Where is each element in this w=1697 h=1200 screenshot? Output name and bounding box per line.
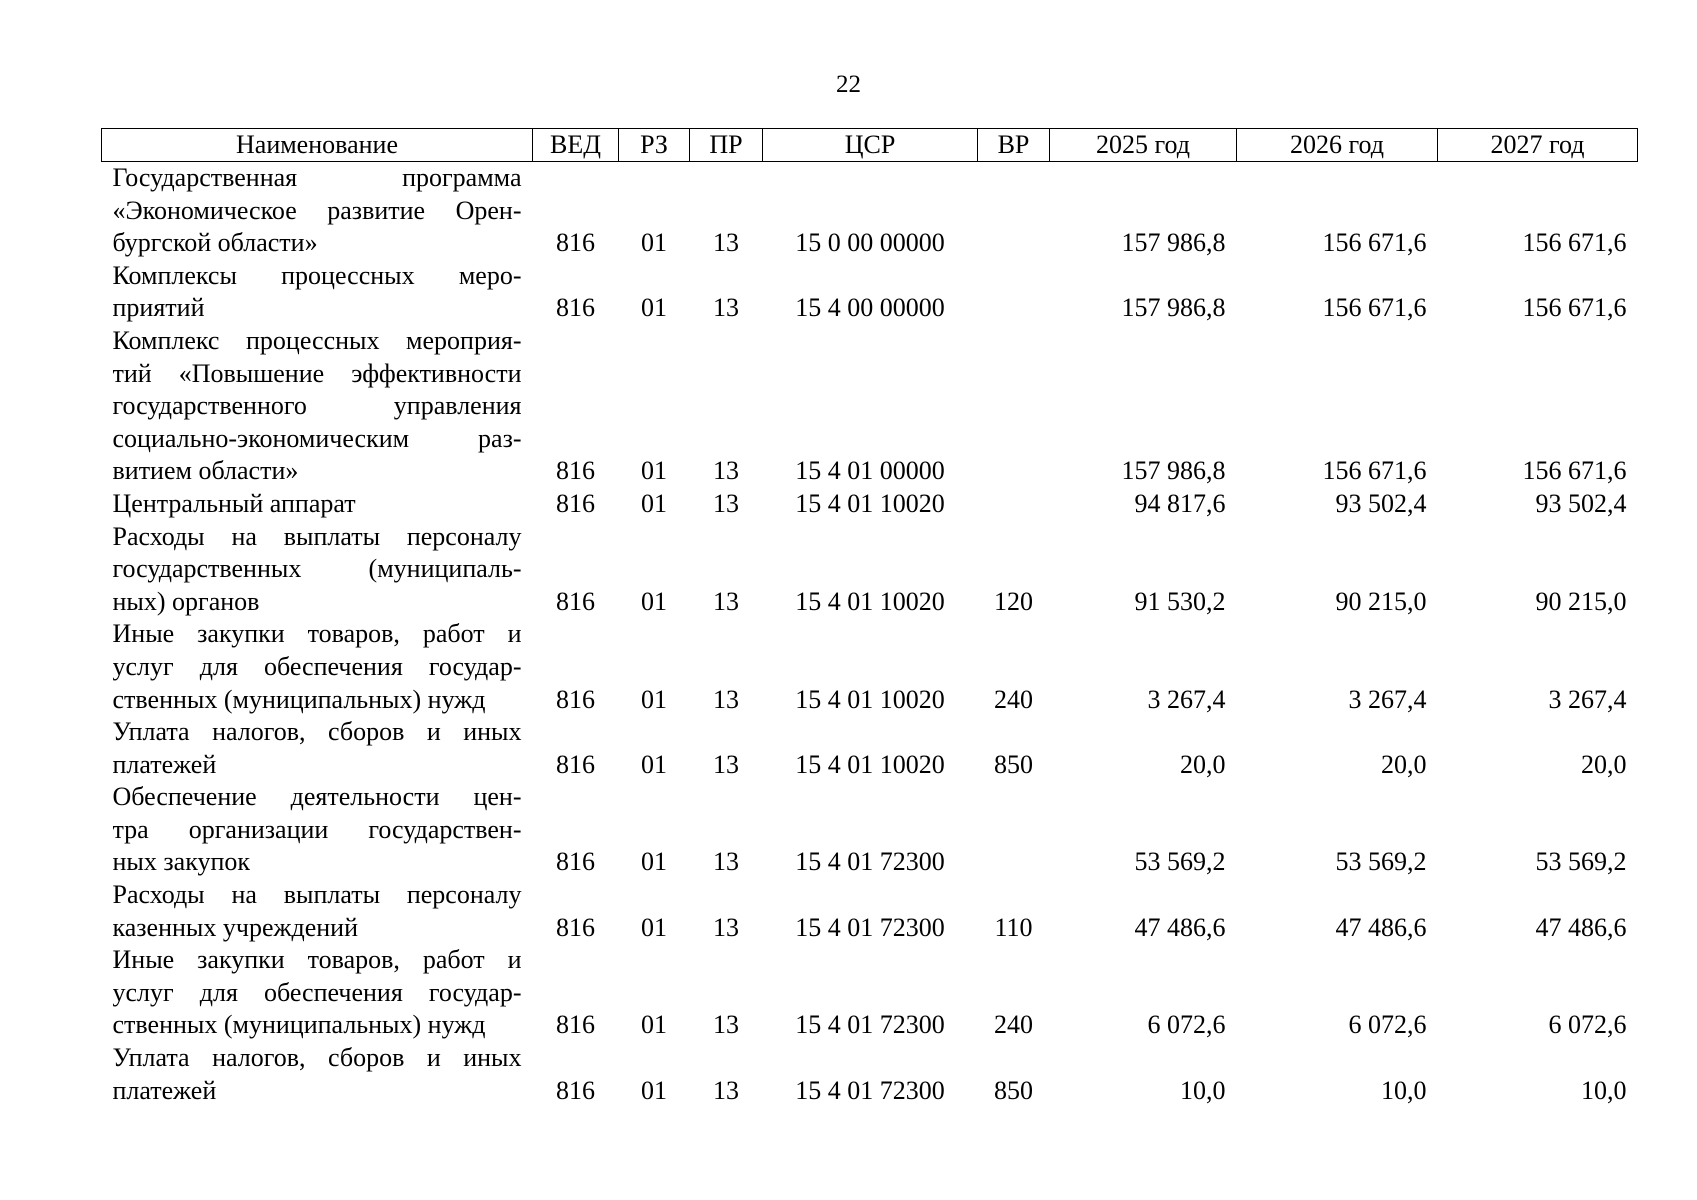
row-ved: 816 [556,749,595,779]
row-ved: 816 [556,684,595,714]
row-name-cell [102,944,533,1042]
header-2025: 2025 год [1050,129,1237,162]
row-rz: 01 [641,847,667,877]
row-value-2025: 6 072,6 [1147,1010,1226,1040]
table-header-row [102,129,1638,162]
row-value-2027: 47 486,6 [1535,912,1627,942]
row-name-line: платежей [112,1075,217,1105]
row-vr: 850 [994,749,1033,779]
row-vr [978,325,1050,488]
row-value-2027: 6 072,6 [1548,1010,1627,1040]
table-row [102,260,1638,325]
header-name: Наименование [102,129,533,162]
row-name-line: «Экономическое развитие Орен- [112,195,522,225]
row-pr: 13 [713,749,739,779]
row-pr: 13 [713,293,739,323]
row-csr: 15 4 01 72300 [795,1075,945,1105]
row-name-line: Расходы на выплаты персоналу [112,521,522,551]
row-value-2026: 93 502,4 [1335,488,1427,518]
table-row [102,162,1638,260]
row-name-line: услуг для обеспечения государ- [112,651,522,681]
row-name-line: социально-экономическим раз- [112,423,522,453]
row-value-2026: 10,0 [1381,1075,1427,1105]
row-csr: 15 4 01 72300 [795,1010,945,1040]
row-vr: 240 [994,684,1033,714]
row-value-2025: 3 267,4 [1147,684,1226,714]
header-csr: ЦСР [763,129,978,162]
table-row [102,521,1638,619]
row-value-2027: 156 671,6 [1522,228,1627,258]
header-pr: ПР [690,129,763,162]
header-2027: 2027 год [1438,129,1638,162]
row-value-2027: 93 502,4 [1535,488,1627,518]
row-csr: 15 4 01 72300 [795,912,945,942]
row-name-line: бургской области» [112,228,318,258]
row-vr: 240 [994,1010,1033,1040]
row-value-2026: 156 671,6 [1322,293,1427,323]
table-body [102,162,1638,1108]
row-rz: 01 [641,912,667,942]
header-ved: ВЕД [533,129,619,162]
row-vr: 110 [994,912,1033,942]
row-value-2026: 20,0 [1381,749,1427,779]
row-value-2025: 10,0 [1180,1075,1226,1105]
row-rz: 01 [641,228,667,258]
row-csr: 15 4 01 10020 [795,684,945,714]
row-value-2026: 6 072,6 [1348,1010,1427,1040]
row-value-2027: 10,0 [1581,1075,1627,1105]
row-value-2027: 156 671,6 [1522,293,1627,323]
row-value-2025: 157 986,8 [1121,293,1226,323]
row-name-line: витием области» [112,456,299,486]
row-pr: 13 [713,1010,739,1040]
row-csr: 15 4 01 10020 [795,488,945,518]
row-name-cell [102,879,533,944]
table-row [102,781,1638,879]
row-value-2025: 157 986,8 [1121,228,1226,258]
row-pr: 13 [713,912,739,942]
row-name-line: Обеспечение деятельности цен- [112,782,522,812]
table-row [102,716,1638,781]
row-name-line: Комплекс процессных мероприя- [112,325,522,355]
row-ved: 816 [556,1075,595,1105]
row-name-line: тий «Повышение эффективности [112,358,522,388]
row-name-line: тра организации государствен- [112,814,522,844]
row-ved: 816 [556,293,595,323]
row-vr [978,260,1050,325]
row-name-cell [102,521,533,619]
row-name-line: ственных (муниципальных) нужд [112,1010,486,1040]
row-value-2025: 47 486,6 [1134,912,1226,942]
table-row [102,879,1638,944]
row-value-2026: 90 215,0 [1335,586,1427,616]
row-value-2025: 157 986,8 [1121,456,1226,486]
row-rz: 01 [641,488,667,518]
row-name-cell [102,618,533,716]
row-vr: 850 [994,1075,1033,1105]
row-pr: 13 [713,228,739,258]
row-name-cell [102,325,533,488]
row-rz: 01 [641,1010,667,1040]
row-csr: 15 4 01 72300 [795,847,945,877]
header-2026: 2026 год [1237,129,1438,162]
row-name-cell [102,1042,533,1107]
row-rz: 01 [641,456,667,486]
row-name-line: услуг для обеспечения государ- [112,977,522,1007]
row-pr: 13 [713,456,739,486]
row-value-2027: 156 671,6 [1522,456,1627,486]
row-pr: 13 [713,1075,739,1105]
row-ved: 816 [556,1010,595,1040]
row-value-2025: 94 817,6 [1134,488,1226,518]
row-ved: 816 [556,228,595,258]
row-csr: 15 4 01 10020 [795,749,945,779]
row-name-line: ственных (муниципальных) нужд [112,684,486,714]
row-name-line: приятий [112,293,205,323]
row-value-2027: 53 569,2 [1535,847,1627,877]
row-csr: 15 4 00 00000 [795,293,945,323]
row-csr: 15 0 00 00000 [795,228,945,258]
row-name-line: Центральный аппарат [112,488,356,518]
row-rz: 01 [641,293,667,323]
row-ved: 816 [556,586,595,616]
row-name-line: Уплата налогов, сборов и иных [112,717,522,747]
row-csr: 15 4 01 00000 [795,456,945,486]
row-vr [978,488,1050,521]
row-pr: 13 [713,586,739,616]
row-value-2026: 47 486,6 [1335,912,1427,942]
row-value-2025: 20,0 [1180,749,1226,779]
row-pr: 13 [713,684,739,714]
header-vr: ВР [978,129,1050,162]
row-value-2027: 20,0 [1581,749,1627,779]
row-name-line: платежей [112,749,217,779]
row-value-2025: 91 530,2 [1134,586,1226,616]
row-ved: 816 [556,847,595,877]
budget-table [101,128,1638,1107]
row-rz: 01 [641,586,667,616]
row-name-line: Государственная программа [112,163,522,192]
row-name-line: Иные закупки товаров, работ и [112,619,522,649]
row-name-line: государственного управления [112,391,522,421]
row-name-cell [102,260,533,325]
row-value-2027: 3 267,4 [1548,684,1627,714]
row-name-line: ных закупок [112,847,251,877]
row-name-line: Комплексы процессных меро- [112,260,522,290]
row-csr: 15 4 01 10020 [795,586,945,616]
row-name-line: Иные закупки товаров, работ и [112,945,522,975]
row-value-2025: 53 569,2 [1134,847,1226,877]
row-value-2026: 53 569,2 [1335,847,1427,877]
table-row [102,1042,1638,1107]
row-rz: 01 [641,749,667,779]
row-name-line: Расходы на выплаты персоналу [112,880,522,910]
row-vr [978,162,1050,260]
row-rz: 01 [641,684,667,714]
row-name-cell [102,488,533,521]
row-name-cell [102,716,533,781]
row-value-2026: 156 671,6 [1322,228,1427,258]
table-row [102,325,1638,488]
row-name-line: ных) органов [112,586,260,616]
row-vr: 120 [994,586,1033,616]
row-value-2026: 156 671,6 [1322,456,1427,486]
row-ved: 816 [556,488,595,518]
table-row [102,944,1638,1042]
row-value-2027: 90 215,0 [1535,586,1627,616]
row-rz: 01 [641,1075,667,1105]
row-name-line: государственных (муниципаль- [112,554,522,584]
row-value-2026: 3 267,4 [1348,684,1427,714]
page-number: 22 [836,71,861,98]
row-name-line: казенных учреждений [112,912,358,942]
header-rz: РЗ [619,129,690,162]
row-ved: 816 [556,456,595,486]
row-ved: 816 [556,912,595,942]
row-pr: 13 [713,847,739,877]
row-pr: 13 [713,488,739,518]
row-vr [978,781,1050,879]
table-row [102,488,1638,521]
row-name-cell [102,781,533,879]
row-name-cell [102,162,533,260]
table-row [102,618,1638,716]
row-name-line: Уплата налогов, сборов и иных [112,1043,522,1073]
